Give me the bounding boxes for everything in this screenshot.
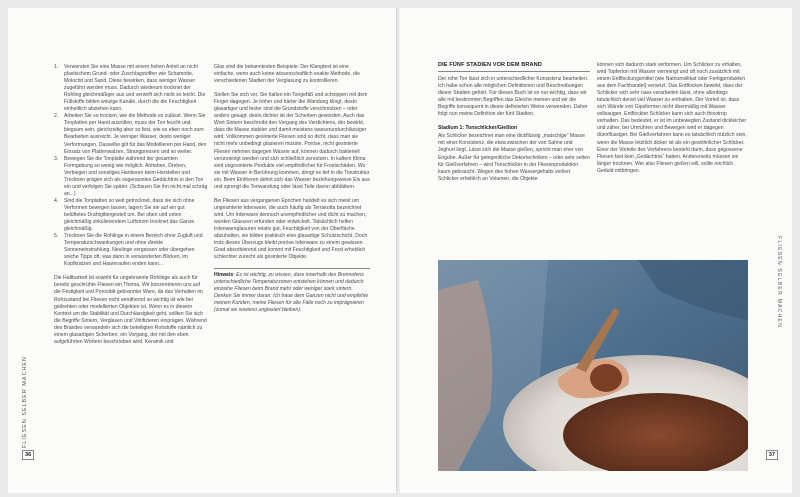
list-item: 1. Verwenden Sie eine Masse mit einem hohen Anteil an nicht plastischem Grund- oder Zuschlagstoffen wie Schamotte, Molochit und Sand. Diese bewirken, dass weniger Wasser zugeführt werden muss. Dadurch wiederum trocknet der Rohling gleichmäßiger aus und verwirft sich nicht so leicht. Die Füllstoffe bilden winzige Kanäle, durch die die Feuchtigkeit einheitlich abziehen kann. [54, 64, 206, 113]
clay-bowl-photo [438, 260, 748, 471]
body-paragraph: Der rohe Ton lässt sich in unterschiedlicher Konsistenz bearbeiten. Ich habe schon alle möglichen Definitionen und Beschreibungen dieser Stadien gehört. Für dieses Buch ist es nur wichtig, dass wir alle mit bestimmten Begriffen das Gleiche meinen und wir die Begriffe konsequent in dieser definierten Weise verwenden. Daher folgt nun meine Definition der fünf Stadien. [438, 76, 589, 118]
tips-list [54, 64, 208, 268]
list-item: 5. Trocknen Sie die Rohlinge in einem Bereich ohne Zugluft und Temperaturschwankungen und ohne direkte Sonneneinstrahlung. Neulinge vergessen oder übergehen solche Tipps oft, was dann in verwunderten Blicken, im Kopfkratzen und Haareraufen enden kann... [54, 233, 203, 268]
body-paragraph: Stellen Sie sich vor, Sie halten ein Tongefäß und schnippen mit dem Finger dagegen. Je höher und härter die Wandung klingt, desto glasartiger und fester sind die Grundstoffe verschmolzen – oder anders gesagt: desto dichter ist der Scherben geworden. Auch das Wort Sintern beschreibt den Vorgang des Verdichtens, der bewirkt, dass die Masse stabiler und damit meistens wasserundurchlässiger wird. Vollkommen gesinterte Fliesen sind so dicht, dass man sie nicht mehr unbedingt glasieren müsste. Poröse, nicht gesinterte Fliesen nehmen dagegen Wasser auf, können dadurch bakteriell verunreinigt werden und sich schließlich zersetzen. In kaltem Klima sind ungesinterte Produkte viel empfindlicher für Frostschäden. Wo sie mit Wasser in Berührung kommen, dringt es tief in die Tonstruktur ein. Beim Einfrieren dehnt sich das Wasser beziehungsweise Eis aus und sprengt die Tonwandung oder lässt Teile davon abblättern. [214, 92, 370, 190]
right-column-1 [438, 62, 590, 190]
body-paragraph: Als Schlicker bezeichnet man eine dickflüssig „matschige“ Masse mit einer Konsistenz, die etwa zwischen der von Sahne und Joghurt liegt. Lässt sich die Masse gießen, spricht man eher von Engobe. Außer für gelegentliche Dekortechniken – oder sehr selten für Gießverfahren – wird Tonschlicker in der Fliesenproduktion kaum gebraucht. Wegen des hohen Wassergehalts verliert Schlicker erheblich an Volumen, die Objekte [438, 133, 590, 182]
body-paragraph: Bei Fliesen aus vergangenen Epochen handelt es sich meist um ungesinterte Irdenware, die auch häufig als Terrakotta bezeichnet wird. Um Irdenware dennoch unempfindlicher und dicht zu machen, wurden Glasuren erfunden oder entwickelt. Tatsächlich helfen Irdenwareglasuren relativ gut, Feuchtigkeit von der Oberfläche abzuhalten, sie bilden praktisch eine glasartige Schutzschicht. Doch trotz dieses Überzugs bleibt poröse Irdenware zu einem gewissen Grad absorbierend und kommt mit Feuchtigkeit und Frost erheblich schlechter zurecht als gesinterte Objekte. [214, 197, 368, 261]
page-number: 37 [766, 450, 778, 460]
left-page [8, 8, 396, 493]
list-item: 3. Bewegen Sie die Tonplatte während der gesamten Formgebung so wenig wie möglich. Anheben, Drehen, Verbiegen und sonstiges Hantieren beim Herstellen und Trocknen prägen sich als sogenanntes Gedächtnis in den Ton ein und verfolgen Sie später. (Schauen Sie ihn nicht mal schräg an...) [54, 155, 208, 197]
right-column-2 [597, 62, 749, 182]
subheading: Stadium 1: Tonschlicker/Gießton [438, 125, 518, 132]
right-page [400, 8, 792, 493]
running-title: FLIESEN SELBER MACHEN [776, 236, 782, 328]
hint-text: Es ist wichtig, zu wissen, dass innerhalb des Brennofens unterschiedliche Temperaturzonen entstehen können und dadurch einzelne Fliesen beim Brand mehr oder weniger stark sintern. Denken Sie immer daran: Ich traue dem Ganzen nicht und empfehle meinen Kunden, meine Fliesen für alle Fälle noch zu imprägnieren (zumal sie sowieso unglasiert bleiben). [214, 272, 369, 314]
hint-label: Hinweis [214, 272, 234, 279]
list-item: 2. Arbeiten Sie so trocken, wie die Methode es zulässt. Wenn Sie Tonplatten per Hand ausrollen, muss der Ton feucht und biegsam sein, gleichzeitig aber so fest, wie es eben noch zum Bearbeiten ausreicht. Je weniger Wasser, desto weniger Verformungen. Dasselbe gilt für das Modellieren per Hand, den Einsatz von Plattenwalzen, Strangpressen und so weiter. [54, 113, 207, 155]
running-title: FLIESEN SELBER MACHEN [22, 356, 28, 448]
hint-box: Hinweis: Es ist wichtig, zu wissen, dass innerhalb des Brennofens unterschiedliche Temperaturzonen entstehen können und dadurch einzelne Fliesen beim Brand mehr oder weniger stark sintern. Denken Sie immer daran: Ich traue dem Ganzen nicht und empfehle meinen Kunden, meine Fliesen für alle Fälle noch zu imprägnieren (zumal sie sowieso unglasiert bleiben). [214, 268, 370, 314]
left-column-2 [214, 64, 370, 315]
body-paragraph: können sich dadurch stark verformen. Um Schlicker zu erhalten, wird Topferton mit Wasser vermengt und oft noch zusätzlich mit einem Entflockungsmittel (wie Natriumsilikat oder Fertigprodukten aus dem Fachhandel) versetzt. Das Entflocken bewirkt, dass der Schlicker sich sehr nass verarbeiten lässt, ohne allerdings tatsächlich derart viel Wasser zu enthalten. Der Vorteil ist, dass sich Wände von Gipsformen nicht übermäßig mit Wasser vollsaugen. Entflockter Schlicker kann sich auch thixotrop verhalten. Das bedeutet, er ist im unbewegten Zustand dickleicher und zäher, bei Umrühren und Bewegen wird er dagegen dünnflüssiger. Bei Gießverfahren kann es tatsächlich nützlich sein, wenn die Masse letztlich dicker ist als ein gewöhnlicher Schlicker. Einer der Vorteile des Verfahrens besteht darin, dass gegossene Fliesen fast kein „Gedächtnis“ haben. Andererseits müssen sie länger trocknen. Wer also Fliesen gießen will, sollte reichlich Geduld mitbringen. [597, 62, 747, 174]
body-paragraph: Glas sind die bekanntesten Beispiele: Der Klangtest ist eine einfache, wenn auch keine wissenschaftlich exakte Methode, die verschiedenen Stadien der Verglasung zu kontrollieren. [214, 64, 360, 85]
left-column-1 [54, 64, 208, 353]
body-paragraph: Die Haltbarkeit ist sowohl für ungebrannte Rohlinge als auch für bereits geschrühte Fliesen ein Thema. Wir konzentrieren uns auf die Festigkeit und Porosität gebrannter Ware, da das Verhalten im Rohzustand bei Fliesen nicht annähernd so wichtig ist wie bei gedrehten oder modellierten Objekten ist. Wenn es in diesem Kontext um die Stabilität und Durchlässigkeit geht, sollten Sie sich die Begriffe Sintern, Verglasen und Vitrifizieren einprägen. Während des Brandes verwandeln sich die beteiligten Rohstoffe nämlich zu einem glasartigen Scherben, ein Vorgang, der mit den eben aufgeführten Wörtern beschrieben wird. Keramik und [54, 275, 207, 345]
page-number: 36 [22, 450, 34, 460]
section-title: DIE FÜNF STADIEN VOR DEM BRAND [438, 62, 590, 72]
list-item: 4. Sind die Tonplatten so weit getrocknet, dass sie sich ohne Verformen bewegen lassen, lagern Sie sie auf ein gut belüftetes Drahtgittergestell um. Bei oben und unten gleichmäßig zirkulierendem Luftstrom trocknet das Ganze gleichmäßig. [54, 197, 195, 233]
